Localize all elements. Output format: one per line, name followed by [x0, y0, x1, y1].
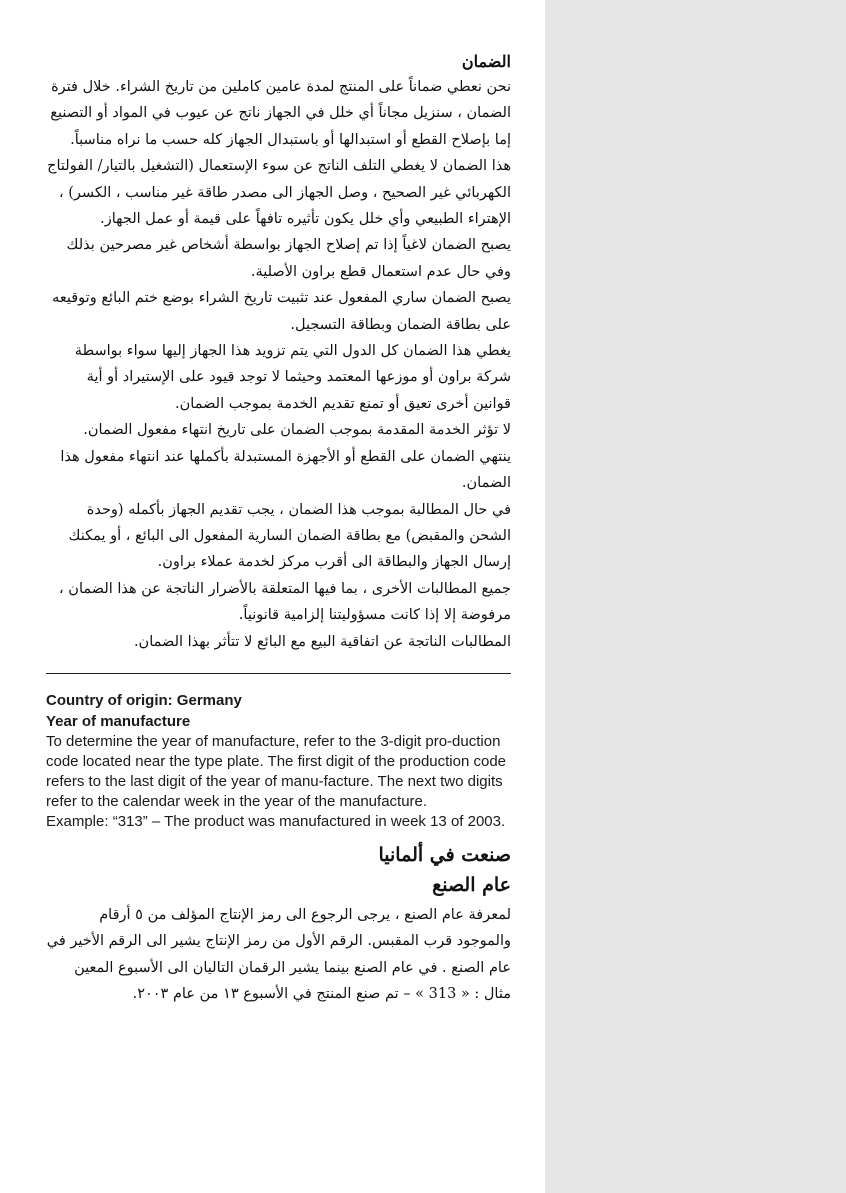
- section-divider: [46, 673, 511, 674]
- english-origin-section: [46, 690, 511, 832]
- page-content: [46, 50, 511, 1008]
- guarantee-paragraph: في حال المطالبة بموجب هذا الضمان ، يجب تقديم الجهاز بأكمله (وحدة الشحن والمقبض) مع بطاقة الضمان السارية المفعول الى البائع ، أو يمكنك إرسال الجهاز والبطاقة الى أقرب مركز لخدمة عملاء براون.: [68, 501, 511, 571]
- guarantee-section: [46, 50, 511, 655]
- guarantee-paragraph: يغطي هذا الضمان كل الدول التي يتم تزويد هذا الجهاز إليها سواء بواسطة شركة براون أو موزعها المعتمد وحيثما لا توجد قيود على الإستيراد أو أية قوانين أخرى تعيق أو تمنع تقديم الخدمة بموجب الضمان.: [74, 343, 511, 412]
- guarantee-paragraph: يصبح الضمان ساري المفعول عند تثبيت تاريخ الشراء بوضع ختم البائع وتوقيعه على بطاقة الضمان وبطاقة التسجيل.: [52, 290, 511, 333]
- year-body: To determine the year of manufacture, refer to the 3-digit pro-duction code located near the type plate. The first digit of the production code refers to the last digit of the year of manu-facture. The next two digits refer to the calendar week in the year of the manufacture.: [46, 732, 507, 810]
- guarantee-paragraph: هذا الضمان لا يغطي التلف الناتج عن سوء الإستعمال (التشغيل بالتيار/ الفولتاج الكهربائي غير الصحيح ، وصل الجهاز الى مصدر طاقة غير مناسب ، الكسر) ، الإهتراء الطبيعي وأي خلل يكون تأثيره تافهاً على قيمة أو عمل الجهاز.: [47, 158, 511, 228]
- year-example: Example: “313” – The product was manufactured in week 13 of 2003.: [46, 812, 506, 830]
- year-heading-ar: عام الصنع: [432, 873, 511, 896]
- guarantee-paragraph: جميع المطالبات الأخرى ، بما فيها المتعلقة بالأضرار الناتجة عن هذا الضمان ، مرفوضة إلا إذا كانت مسؤوليتنا إلزامية قانونياً.: [59, 580, 511, 624]
- origin-heading: Country of origin: Germany: [46, 691, 242, 709]
- side-panel: [545, 0, 846, 1193]
- guarantee-paragraph: نحن نعطي ضماناً على المنتج لمدة عامين كاملين من تاريخ الشراء. خلال فترة الضمان ، سنزيل مجاناً أي خلل في الجهاز ناتج عن عيوب في المواد أو التصنيع إما بإصلاح القطع أو استبدالها أو باستبدال الجهاز كله حسب ما نراه مناسباً.: [50, 79, 511, 148]
- guarantee-paragraph: المطالبات الناتجة عن اتفاقية البيع مع البائع لا تتأثر بهذا الضمان.: [133, 633, 511, 650]
- guarantee-paragraph: يصبح الضمان لاغياً إذا تم إصلاح الجهاز بواسطة أشخاص غير مصرحين بذلك وفي حال عدم استعمال قطع براون الأصلية.: [66, 237, 511, 280]
- year-body-ar: لمعرفة عام الصنع ، يرجى الرجوع الى رمز الإنتاج المؤلف من ٥ أرقام والموجود قرب المقبس. الرقم الأول من رمز الإنتاج يشير الى الرقم الأخير في عام الصنع . في عام الصنع بينما يشير الرقمان التاليان الى الأسبوع المعين مثال : « 313 » – تم صنع المنتج في الأسبوع ١٣ من عام ٢٠٠٣.: [46, 906, 511, 1003]
- year-heading: Year of manufacture: [46, 712, 191, 730]
- origin-heading-ar: صنعت في ألمانيا: [378, 843, 511, 866]
- guarantee-title: الضمان: [461, 52, 511, 71]
- arabic-origin-section: [46, 840, 511, 1008]
- guarantee-paragraph: ينتهي الضمان على القطع أو الأجهزة المستبدلة بأكملها عند انتهاء مفعول هذا الضمان.: [60, 448, 511, 492]
- guarantee-paragraph: لا تؤثر الخدمة المقدمة بموجب الضمان على تاريخ انتهاء مفعول الضمان.: [83, 422, 511, 439]
